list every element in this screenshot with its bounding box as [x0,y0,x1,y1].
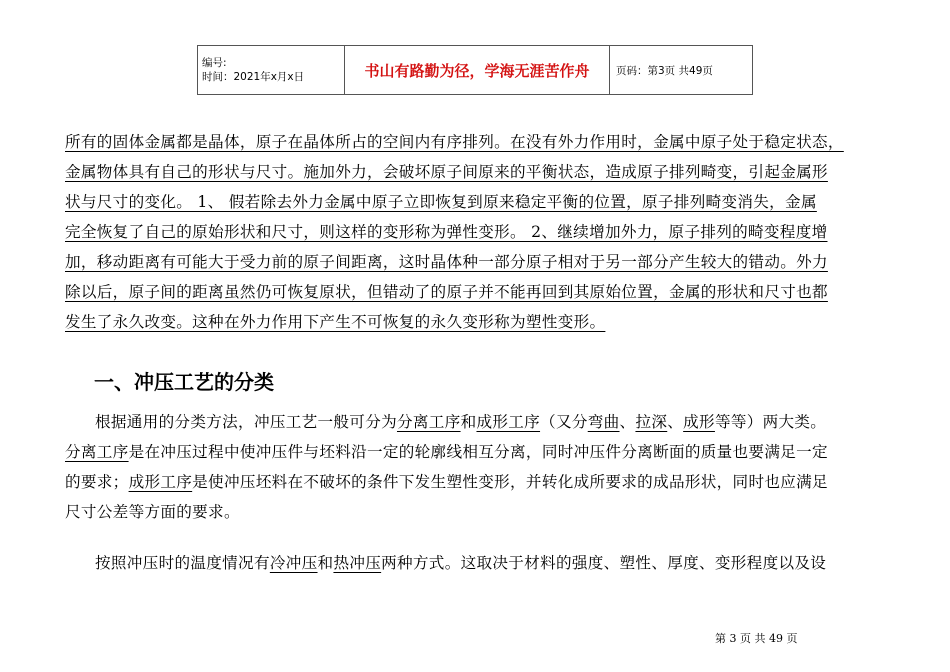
intro-line-3: 状与尺寸的变化。 1、 假若除去外力金属中原子立即恢复到原来稳定平衡的位置，原子排列畸变消失，金属 [65,193,817,211]
term-separation-process[interactable]: 分离工序 [396,413,461,431]
para1-text-4: 、 [619,413,636,431]
intro-line-5: 加，移动距离有可能大于受力前的原子间距离，这时晶体种一部分原子相对于另一部分产生较大的错动。外力 [65,253,828,271]
doc-time-label: 时间：2021年x月x日 [202,71,305,83]
para2-line-2 [65,467,903,497]
doc-number-label: 编号: [202,57,227,69]
intro-line-1: 所有的固体金属都是晶体，原子在晶体所占的空间内有序排列。在没有外力作用时，金属中原子处于稳定状态， [65,133,844,151]
para2-text-1: 是在冲压过程中使冲压件与坯料沿一定的轮廓线相互分离，同时冲压件分离断面的质量也要满足一定 [128,443,828,461]
intro-line-2: 金属物体具有自己的形状与尺寸。施加外力，会破坏原子间原来的平衡状态，造成原子排列畸变，引起金属形 [65,163,828,181]
term-forming-process[interactable]: 成形工序 [476,413,541,431]
header-page-info: 页码：第3页 共49页 [610,46,753,95]
para3-text-3: 两种方式。这取决于材料的强度、塑性、厚度、变形程度以及设 [381,554,827,572]
para2-text-2: 的要求； [65,473,129,491]
term-deep-drawing[interactable]: 拉深 [635,413,668,431]
term-bending[interactable]: 弯曲 [587,413,620,431]
para2-line-3: 尺寸公差等方面的要求。 [65,503,240,521]
para1-text-1: 根据通用的分类方法，冲压工艺一般可分为 [95,413,397,431]
para1-text-5: 、 [667,413,684,431]
para1-text-3: （又分 [540,413,588,431]
intro-paragraph [65,127,903,337]
footer-page-number: 第 3 页 共 49 页 [715,632,798,645]
para2-text-3: 是使冲压坯料在不破坏的条件下发生塑性变形，并转化成所要求的成品形状，同时也应满足 [192,473,828,491]
para3-text-2: 和 [317,554,334,572]
intro-line-6: 除以后，原子间的距离虽然仍可恢复原状，但错动了的原子并不能再回到其原始位置，金属的形状和尺寸也都 [65,283,828,301]
header-motto: 书山有路勤为径，学海无涯苦作舟 [345,46,610,95]
header-meta-cell [198,46,345,95]
intro-line-4: 完全恢复了自己的原始形状和尺寸，则这样的变形称为弹性变形。 2、继续增加外力，原子排列的畸变程度增 [65,223,828,241]
header-table [197,45,753,95]
section-heading: 一、冲压工艺的分类 [94,370,274,394]
para3-line [65,548,903,578]
para3-text-1: 按照冲压时的温度情况有 [95,554,270,572]
para1-line [65,407,903,437]
term-hot-stamping[interactable]: 热冲压 [333,554,382,572]
classification-paragraph [65,407,903,527]
intro-line-7: 发生了永久改变。这种在外力作用下产生不可恢复的永久变形称为塑性变形。 [65,313,606,331]
para2-line-1 [65,437,903,467]
term-cold-stamping[interactable]: 冷冲压 [269,554,318,572]
para1-text-2: 和 [460,413,477,431]
term-forming[interactable]: 成形 [683,413,715,431]
term-forming-process-2[interactable]: 成形工序 [128,473,193,491]
temperature-paragraph [65,548,903,578]
para1-text-6: 等等）两大类。 [714,413,827,431]
term-separation-process-2[interactable]: 分离工序 [65,443,129,461]
